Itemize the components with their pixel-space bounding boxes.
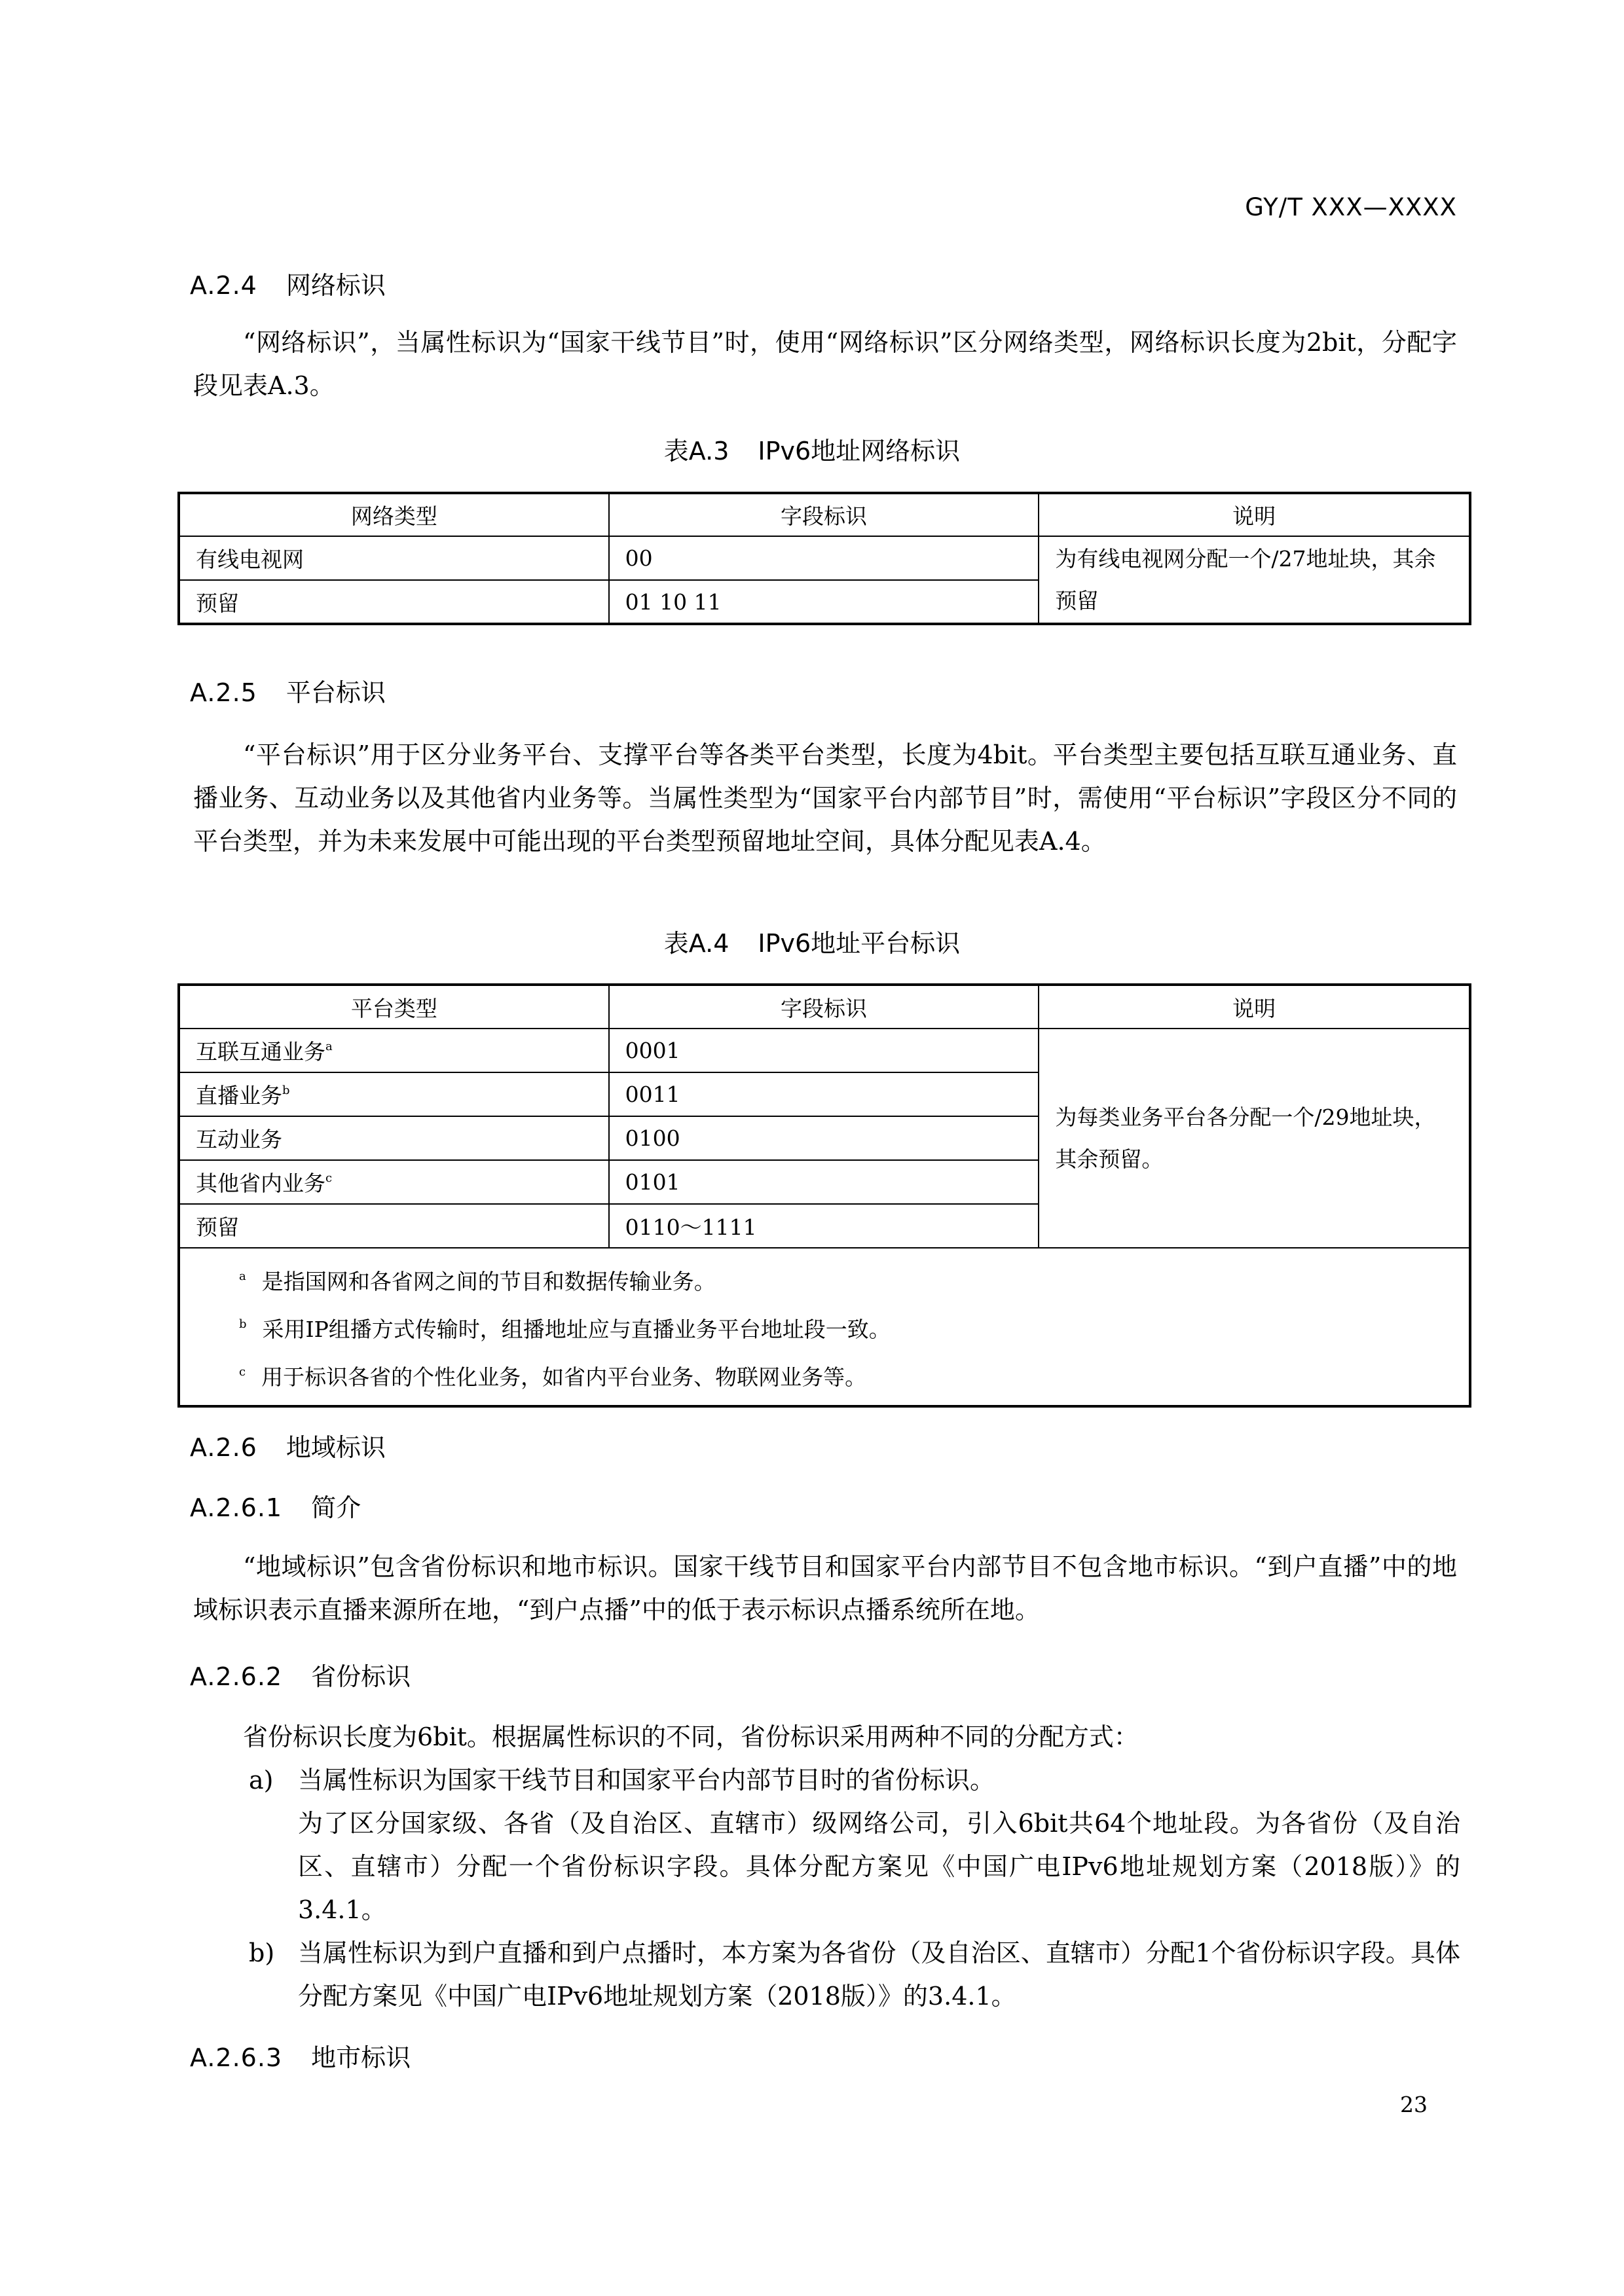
section-heading-a26 <box>190 1427 386 1463</box>
section-heading-a24 <box>190 265 386 301</box>
paragraph-province-id: 省份标识长度为6bit。根据属性标识的不同，省份标识采用两种不同的分配方式： <box>243 1722 1139 1751</box>
section-heading-a262 <box>190 1656 411 1692</box>
list-item-text: 当属性标识为国家干线节目和国家平台内部节目时的省份标识。 <box>298 1766 995 1795</box>
type-label: 预留 <box>196 1214 239 1240</box>
header-cell: 说明 <box>1039 493 1470 536</box>
table-caption-a4 <box>0 923 1624 959</box>
list-item-subtext: 为了区分国家级、各省（及自治区、直辖市）级网络公司，引入6bit共64个地址段。为各省份（及自治区、直辖市）分配一个省份标识字段。具体分配方案见《中国广电IPv6地址规划方案（2018版）》的3.4.1。 <box>298 1809 1460 1924</box>
type-cell <box>179 1204 609 1248</box>
type-label: 其他省内业务 <box>196 1171 325 1196</box>
page-number: 23 <box>1400 2092 1428 2117</box>
type-label: 互动业务 <box>196 1127 282 1152</box>
type-cell <box>179 1029 609 1072</box>
footnote-mark: c <box>325 1171 333 1185</box>
section-heading-a263 <box>190 2037 411 2073</box>
code-cell: 0011 <box>609 1072 1039 1116</box>
table-note <box>239 1255 1453 1303</box>
table-note <box>239 1351 1453 1398</box>
section-heading-a25 <box>190 672 386 708</box>
description-cell: 为每类业务平台各分配一个/29地址块，其余预留。 <box>1039 1029 1470 1248</box>
document-number: GY/T XXX—XXXX <box>1245 193 1457 221</box>
table-header-row <box>179 493 1470 536</box>
caption-number: 表A.3 <box>663 437 729 465</box>
section-number: A.2.6.3 <box>190 2043 283 2072</box>
section-title: 地域标识 <box>286 1433 386 1462</box>
caption-number: 表A.4 <box>663 929 729 958</box>
code-cell: 0110～1111 <box>609 1204 1039 1248</box>
list-marker: b) <box>249 1939 275 1967</box>
note-mark: b <box>239 1317 247 1331</box>
header-cell: 字段标识 <box>609 985 1039 1029</box>
section-title: 省份标识 <box>311 1662 411 1691</box>
footnote-mark: a <box>325 1040 333 1053</box>
paragraph-network-id: “网络标识”，当属性标识为“国家干线节目”时，使用“网络标识”区分网络类型，网络标识长度为2bit，分配字段见表A.3。 <box>193 328 1457 400</box>
table-a3 <box>177 492 1471 625</box>
type-label: 互联互通业务 <box>196 1039 325 1065</box>
note-text: 是指国网和各省网之间的节目和数据传输业务。 <box>261 1269 716 1294</box>
list-item <box>249 1931 1460 2018</box>
type-cell: 预留 <box>179 580 609 624</box>
table-note <box>239 1303 1453 1351</box>
section-number: A.2.5 <box>190 678 257 707</box>
note-text: 采用IP组播方式传输时，组播地址应与直播业务平台地址段一致。 <box>262 1317 891 1342</box>
type-cell <box>179 1160 609 1204</box>
note-mark: c <box>239 1365 246 1379</box>
section-heading-a261 <box>190 1487 361 1523</box>
footnote-mark: b <box>282 1084 290 1097</box>
header-cell: 说明 <box>1039 985 1470 1029</box>
description-cell: 为有线电视网分配一个/27地址块，其余预留 <box>1039 536 1470 624</box>
section-number: A.2.6.1 <box>190 1493 283 1522</box>
code-cell: 00 <box>609 536 1039 580</box>
table-notes-row <box>179 1248 1470 1406</box>
type-cell <box>179 1116 609 1160</box>
caption-title: IPv6地址平台标识 <box>758 929 961 958</box>
table-a4 <box>177 983 1471 1408</box>
note-text: 用于标识各省的个性化业务，如省内平台业务、物联网业务等。 <box>261 1364 867 1390</box>
code-cell: 0101 <box>609 1160 1039 1204</box>
header-cell: 平台类型 <box>179 985 609 1029</box>
code-cell: 0001 <box>609 1029 1039 1072</box>
section-number: A.2.4 <box>190 271 257 300</box>
paragraph-intro: “地域标识”包含省份标识和地市标识。国家干线节目和国家平台内部节目不包含地市标识。“到户直播”中的地域标识表示直播来源所在地，“到户点播”中的低于表示标识点播系统所在地。 <box>193 1552 1457 1624</box>
type-cell <box>179 1072 609 1116</box>
list-marker: a) <box>249 1766 274 1795</box>
caption-title: IPv6地址网络标识 <box>758 437 961 465</box>
section-title: 简介 <box>311 1493 361 1522</box>
section-title: 平台标识 <box>286 678 386 707</box>
note-mark: a <box>239 1269 246 1283</box>
section-title: 网络标识 <box>286 271 386 300</box>
type-label: 直播业务 <box>196 1083 282 1108</box>
section-number: A.2.6 <box>190 1433 257 1462</box>
header-cell: 网络类型 <box>179 493 609 536</box>
table-header-row <box>179 985 1470 1029</box>
list-item-text: 当属性标识为到户直播和到户点播时，本方案为各省份（及自治区、直辖市）分配1个省份标识字段。具体分配方案见《中国广电IPv6地址规划方案（2018版）》的3.4.1。 <box>298 1939 1460 2011</box>
table-row <box>179 1029 1470 1072</box>
code-cell: 0100 <box>609 1116 1039 1160</box>
type-cell: 有线电视网 <box>179 536 609 580</box>
header-cell: 字段标识 <box>609 493 1039 536</box>
paragraph-platform-id: “平台标识”用于区分业务平台、支撑平台等各类平台类型，长度为4bit。平台类型主要包括互联互通业务、直播业务、互动业务以及其他省内业务等。当属性类型为“国家平台内部节目”时，需使用“平台标识”字段区分不同的平台类型，并为未来发展中可能出现的平台类型预留地址空间，具体分配见表A.4。 <box>193 740 1457 856</box>
list-item <box>249 1758 1460 1931</box>
table-row <box>179 536 1470 580</box>
section-number: A.2.6.2 <box>190 1662 283 1691</box>
section-title: 地市标识 <box>311 2043 411 2072</box>
table-notes <box>179 1248 1470 1406</box>
code-cell: 01 10 11 <box>609 580 1039 624</box>
province-id-list <box>249 1758 1460 2018</box>
table-caption-a3 <box>0 431 1624 467</box>
